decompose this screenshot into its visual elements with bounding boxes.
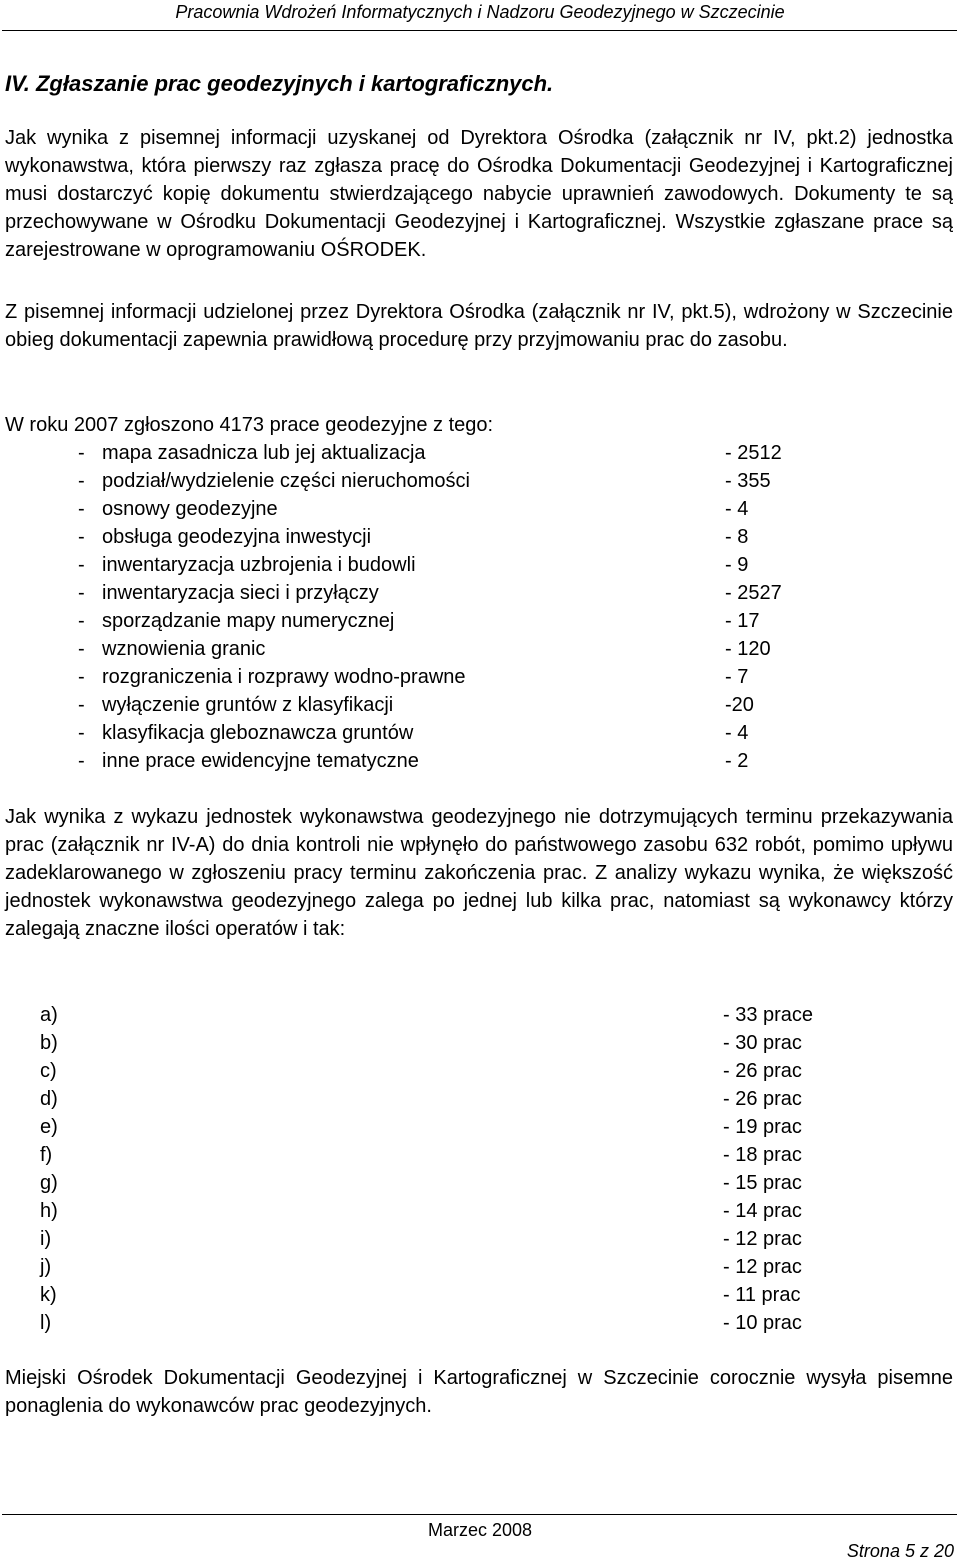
list-item: [40, 1309, 880, 1337]
list-item: [40, 1169, 880, 1197]
work-type-label: wyłączenie gruntów z klasyfikacji: [102, 694, 394, 716]
work-type-label: wznowienia granic: [102, 638, 266, 660]
contractor-letter: b): [40, 1032, 58, 1054]
paragraph-documentation-flow: Z pisemnej informacji udzielonej przez Dyrektora Ośrodka (załącznik nr IV, pkt.5), wdrożony w Szczecinie obieg dokumentacji zapewnia prawidłową procedurę przy przyjmowaniu prac do zasobu.: [5, 301, 953, 351]
work-type-count: - 17: [725, 610, 760, 632]
contractor-count: - 14 prac: [723, 1200, 802, 1222]
contractor-letter: g): [40, 1172, 58, 1194]
work-type-count: - 8: [725, 526, 749, 548]
paragraph-reminders: Miejski Ośrodek Dokumentacji Geodezyjnej i Kartograficznej w Szczecinie corocznie wysyła pisemne ponaglenia do wykonawców prac geodezyjnych.: [5, 1367, 953, 1417]
contractor-count: - 18 prac: [723, 1144, 802, 1166]
contractor-letter: f): [40, 1144, 53, 1166]
contractor-letter: j): [40, 1256, 52, 1278]
list-item: [78, 579, 838, 607]
list-dash: -: [78, 610, 85, 632]
work-type-label: obsługa geodezyjna inwestycji: [102, 526, 372, 548]
list-item: [40, 1057, 880, 1085]
contractor-letter: e): [40, 1116, 58, 1138]
list-dash: -: [78, 526, 85, 548]
list-dash: -: [78, 694, 85, 716]
list-item: [78, 495, 838, 523]
footer-date: Marzec 2008: [427, 1520, 533, 1540]
list-item: [78, 523, 838, 551]
contractor-count: - 30 prac: [723, 1032, 802, 1054]
contractor-count: - 12 prac: [723, 1228, 802, 1250]
paragraph-overdue-analysis: Jak wynika z wykazu jednostek wykonawstwa geodezyjnego nie dotrzymujących terminu przekazywania prac (załącznik nr IV-A) do dnia kontroli nie wpłynęło do państwowego zasobu 632 robót, pomimo upływu zadeklarowanego w zgłoszeniu pracy terminu zakończenia prac. Z analizy wykazu wynika, że większość jednostek wykonawstwa geodezyjnego zalega po jednej lub kilka prac, natomiast są wykonawcy którzy zalegają znaczne ilości operatów i tak:: [5, 806, 953, 940]
work-types-list: [78, 439, 838, 775]
contractor-count: - 15 prac: [723, 1172, 802, 1194]
list-item: [40, 1141, 880, 1169]
list-item: [78, 607, 838, 635]
work-type-count: - 4: [725, 498, 749, 520]
contractor-letter: c): [40, 1060, 57, 1082]
list-item: [40, 1085, 880, 1113]
work-type-count: - 120: [725, 638, 771, 660]
contractor-count: - 26 prac: [723, 1088, 802, 1110]
work-type-label: inwentaryzacja uzbrojenia i budowli: [102, 554, 416, 576]
paragraph-work-summary-intro: W roku 2007 zgłoszono 4173 prace geodezyjne z tego:: [5, 414, 494, 436]
contractor-letter: i): [40, 1228, 52, 1250]
work-type-count: - 2527: [725, 582, 782, 604]
list-item: [78, 635, 838, 663]
list-item: [78, 691, 838, 719]
work-type-count: - 2: [725, 750, 749, 772]
work-type-label: inne prace ewidencyjne tematyczne: [102, 750, 419, 772]
contractor-count: - 11 prac: [723, 1284, 801, 1306]
section-title: IV. Zgłaszanie prac geodezyjnych i kartograficznych.: [5, 71, 554, 96]
contractor-count: - 26 prac: [723, 1060, 802, 1082]
list-item: [40, 1281, 880, 1309]
list-item: [40, 1225, 880, 1253]
list-item: [78, 467, 838, 495]
list-dash: -: [78, 722, 85, 744]
list-dash: -: [78, 666, 85, 688]
work-type-label: inwentaryzacja sieci i przyłączy: [102, 582, 379, 604]
work-type-count: - 4: [725, 722, 749, 744]
work-type-label: rozgraniczenia i rozprawy wodno-prawne: [102, 666, 466, 688]
list-item: [78, 663, 838, 691]
header-divider: [2, 30, 957, 31]
work-type-count: - 7: [725, 666, 749, 688]
contractor-letter: l): [40, 1312, 52, 1334]
work-type-label: klasyfikacja gleboznawcza gruntów: [102, 722, 414, 744]
work-type-count: -20: [725, 694, 754, 716]
work-type-label: sporządzanie mapy numerycznej: [102, 610, 395, 632]
list-dash: -: [78, 442, 85, 464]
work-type-label: podział/wydzielenie części nieruchomości: [102, 470, 470, 492]
footer-divider: [2, 1514, 957, 1515]
list-item: [40, 1113, 880, 1141]
contractor-letter: h): [40, 1200, 58, 1222]
page-number: Strona 5 z 20: [846, 1541, 954, 1561]
contractors-list: [40, 1001, 880, 1337]
list-item: [40, 1029, 880, 1057]
list-item: [40, 1001, 880, 1029]
contractor-letter: d): [40, 1088, 58, 1110]
contractor-letter: a): [40, 1004, 58, 1026]
contractor-count: - 10 prac: [723, 1312, 802, 1334]
list-item: [40, 1253, 880, 1281]
paragraph-registration: Jak wynika z pisemnej informacji uzyskanej od Dyrektora Ośrodka (załącznik nr IV, pkt.2) jednostka wykonawstwa, która pierwszy raz zgłasza pracę do Ośrodka Dokumentacji Geodezyjnej i Kartograficznej musi dostarczyć kopię dokumentu stwierdzającego nabycie uprawnień zawodowych. Dokumenty te są przechowywane w Ośrodku Dokumentacji Geodezyjnej i Kartograficznej. Wszystkie zgłaszane prace są zarejestrowane w oprogramowaniu OŚRODEK.: [5, 127, 953, 261]
list-dash: -: [78, 470, 85, 492]
work-type-count: - 355: [725, 470, 771, 492]
contractor-count: - 19 prac: [723, 1116, 802, 1138]
work-type-count: - 2512: [725, 442, 782, 464]
list-dash: -: [78, 750, 85, 772]
list-item: [78, 719, 838, 747]
work-type-label: osnowy geodezyjne: [102, 498, 278, 520]
work-type-label: mapa zasadnicza lub jej aktualizacja: [102, 442, 426, 464]
list-dash: -: [78, 582, 85, 604]
list-item: [78, 439, 838, 467]
list-dash: -: [78, 498, 85, 520]
work-type-count: - 9: [725, 554, 749, 576]
list-item: [40, 1197, 880, 1225]
list-dash: -: [78, 638, 85, 660]
list-dash: -: [78, 554, 85, 576]
contractor-letter: k): [40, 1284, 57, 1306]
list-item: [78, 747, 838, 775]
running-header: Pracownia Wdrożeń Informatycznych i Nadzoru Geodezyjnego w Szczecinie: [175, 2, 785, 22]
list-item: [78, 551, 838, 579]
contractor-count: - 33 prace: [723, 1004, 814, 1026]
contractor-count: - 12 prac: [723, 1256, 802, 1278]
